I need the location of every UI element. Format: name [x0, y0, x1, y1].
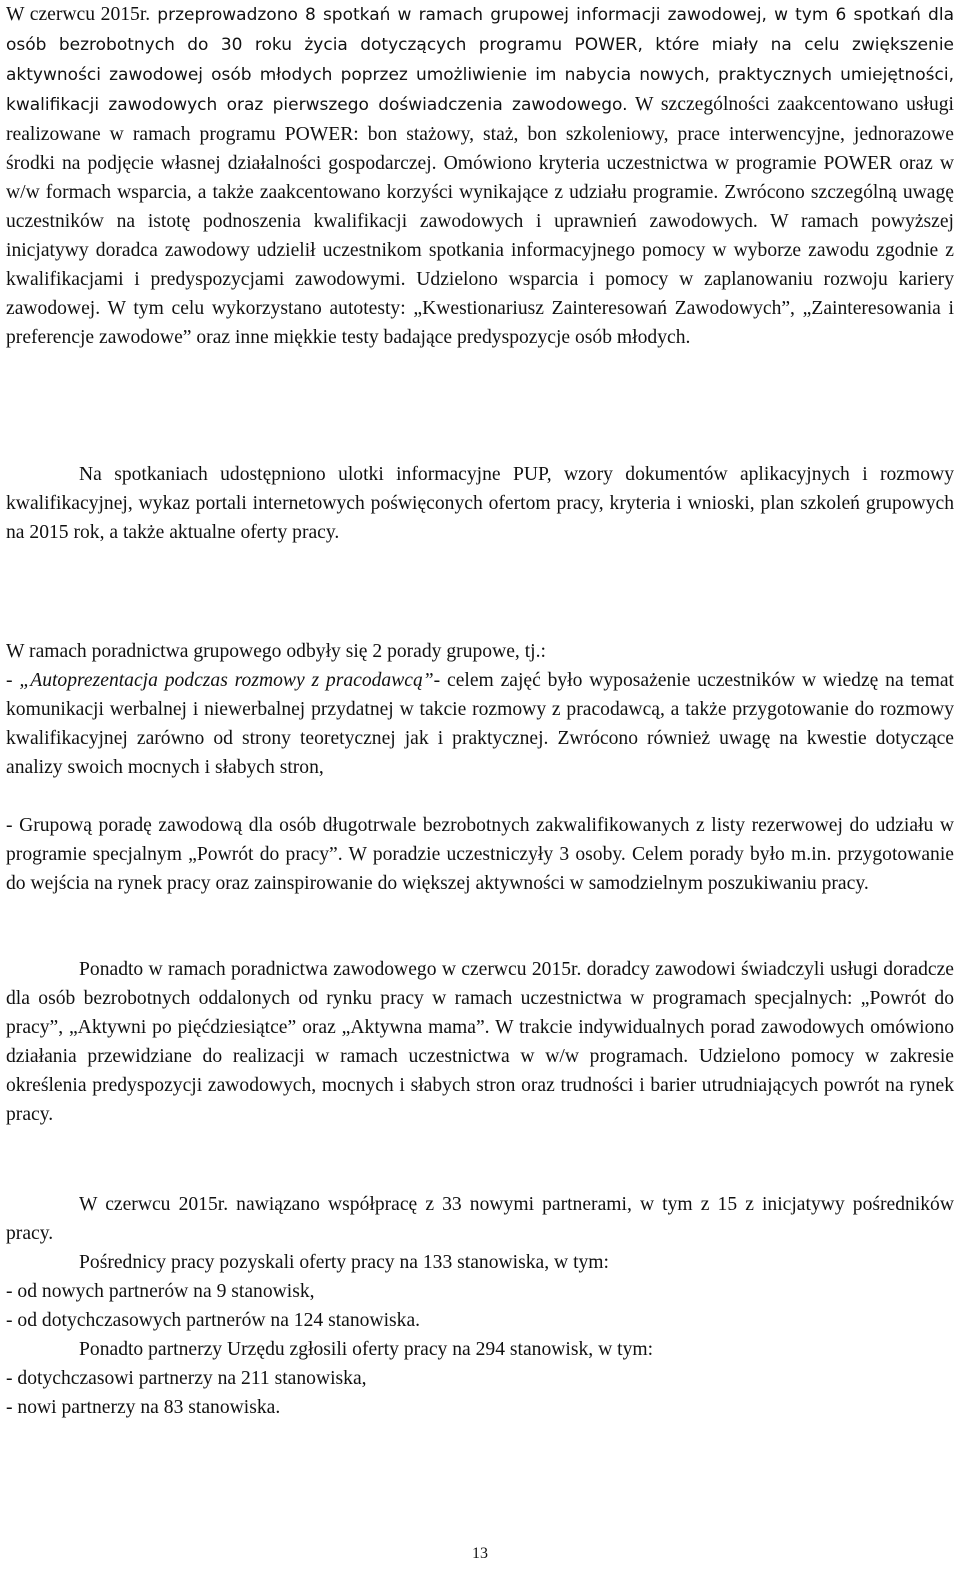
list-item: - od nowych partnerów na 9 stanowisk, [6, 1281, 315, 1302]
counselling-description: - celem zajęć było wyposażenie uczestników w wiedzę na temat komunikacji werbalnej i niewerbalnej przydatnej w takcie rozmowy z pracodawcą, a także przygotowanie do rozmowy kwalifikacyjnej zarówno od strony teoretycznej jak i praktycznej. Zwrócono również uwagę na kwestie dotyczące analizy swoich mocnych i słabych stron, [6, 670, 954, 778]
list-dash: - [6, 670, 20, 691]
paragraph-group-counselling-item-1 [6, 666, 954, 782]
list-item: - dotychczasowi partnerzy na 211 stanowiska, [6, 1368, 367, 1389]
paragraph-group-counselling-item-2: - Grupową poradę zawodową dla osób długotrwale bezrobotnych zakwalifikowanych z listy rezerwowej do udziału w programie specjalnym „Powrót do pracy”. W poradzie uczestniczyły 3 osoby. Celem porady było m.in. przygotowanie do wejścia na rynek pracy oraz zainspirowanie do większej aktywności w samodzielnym poszukiwaniu pracy. [6, 815, 954, 894]
paragraph-individual-counselling: Ponadto w ramach poradnictwa zawodowego w czerwcu 2015r. doradcy zawodowi świadczyli usługi doradcze dla osób bezrobotnych oddalonych od rynku pracy w ramach uczestnictwa w programach specjalnych: „Powrót do pracy”, „Aktywni po pięćdziesiątce” oraz „Aktywna mama”. W trakcie indywidualnych porad zawodowych omówiono działania przewidziane do realizacji w ramach uczestnictwa w w/w programach. Udzielono pomocy w zakresie określenia predyspozycji zawodowych, mocnych i słabych stron oraz trudności i barier utrudniających powrót na rynek pracy. [6, 959, 954, 1125]
paragraph-partner-offers-intro: Ponadto partnerzy Urzędu zgłosili oferty pracy na 294 stanowisk, w tym: [79, 1339, 654, 1360]
list-item: - od dotychczasowych partnerów na 124 stanowiska. [6, 1310, 421, 1331]
counselling-title: „Autoprezentacja podczas rozmowy z pracodawcą” [19, 670, 434, 691]
paragraph-date-lead: W czerwcu 2015r. [6, 4, 151, 25]
paragraph-group-counselling-intro: W ramach poradnictwa grupowego odbyły się 2 porady grupowe, tj.: [6, 641, 546, 662]
document-page [6, 0, 954, 1573]
paragraph-power-details: W szczególności zaakcentowano usługi realizowane w ramach programu POWER: bon stażowy, staż, bon szkoleniowy, prace interwencyjne, jednorazowe środki na podjęcie własnej działalności gospodarczej. Omówiono kryteria uczestnictwa w programie POWER oraz w w/w formach wsparcia, a także zaakcentowano korzyści wynikające z udziału programie. Zwrócono szczególną uwagę uczestników na istotę podnoszenia kwalifikacji zawodowych i uprawnień zawodowych. W ramach powyższej inicjatywy doradca zawodowy udzielił uczestnikom spotkania informacyjnego pomocy w wyborze zawodu zgodnie z kwalifikacjami i predyspozycjami zawodowymi. Udzielono wsparcia i pomocy w zaplanowaniu rozwoju kariery zawodowej. W tym celu wykorzystano autotesty: „Kwestionariusz Zainteresowań Zawodowych”, „Zainteresowania i preferencje zawodowe” oraz inne miękkie testy badające predyspozycje osób młodych. [6, 94, 954, 348]
page-number: 13 [472, 1545, 488, 1562]
list-item: - nowi partnerzy na 83 stanowiska. [6, 1397, 281, 1418]
paragraph-power-meetings [6, 0, 954, 352]
paragraph-materials: Na spotkaniach udostępniono ulotki informacyjne PUP, wzory dokumentów aplikacyjnych i rozmowy kwalifikacyjnej, wykaz portali internetowych poświęconych ofertom pracy, kryteria i wnioski, plan szkoleń grupowych na 2015 rok, a także aktualne oferty pracy. [6, 464, 954, 543]
paragraph-power-description: przeprowadzono 8 spotkań w ramach grupowej informacji zawodowej, w tym 6 spotkań dla osób bezrobotnych do 30 roku życia dotyczących programu POWER, które miały na celu zwiększenie aktywności zawodowej osób młodych poprzez umożliwienie im nabycia nowych, praktycznych umiejętności, kwalifikacji zawodowych oraz pierwszego doświadczenia zawodowego. [6, 5, 954, 115]
paragraph-job-offers-intro: Pośrednicy pracy pozyskali oferty pracy na 133 stanowiska, w tym: [79, 1252, 609, 1273]
paragraph-partners: W czerwcu 2015r. nawiązano współpracę z 33 nowymi partnerami, w tym z 15 z inicjatywy pośredników pracy. [6, 1194, 954, 1244]
